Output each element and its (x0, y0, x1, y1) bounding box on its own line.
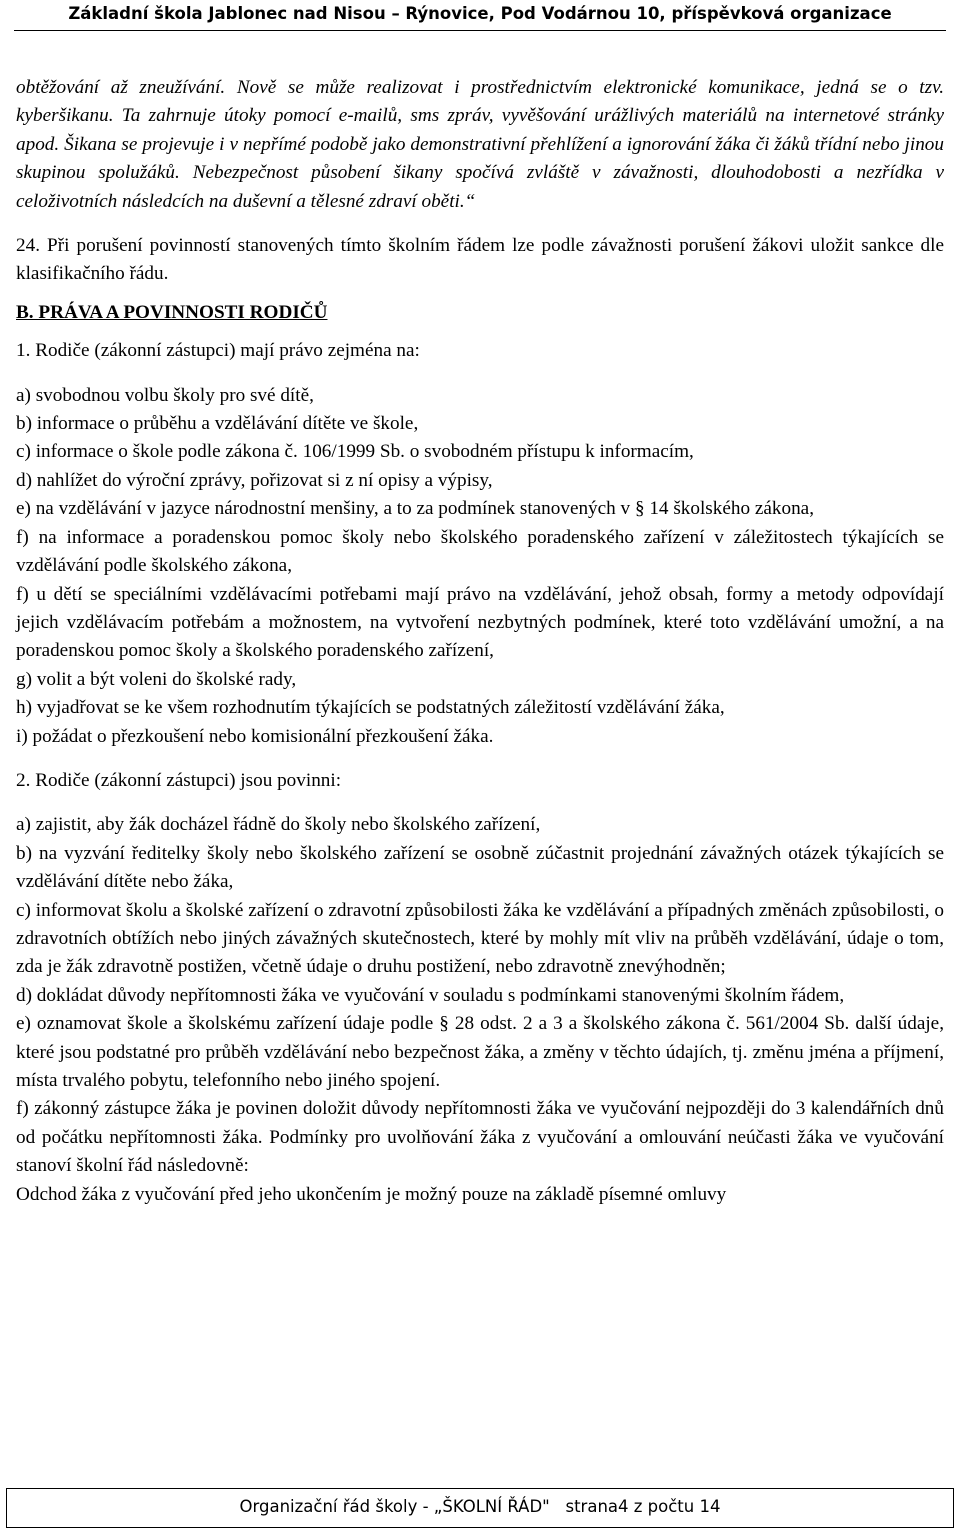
list-item: Odchod žáka z vyučování před jeho ukončením je možný pouze na základě písemné omluvy (16, 1183, 727, 1205)
list-item: b) informace o průběhu a vzdělávání dítěte ve škole, (16, 413, 419, 435)
rights-list (16, 382, 944, 751)
duties-list (16, 811, 944, 1209)
list-item: a) zajistit, aby žák docházel řádně do školy nebo školského zařízení, (16, 814, 541, 836)
list-item: c) informovat školu a školské zařízení o zdravotní způsobilosti žáka ke vzdělávání a případných změnách způsobilosti, o zdravotních obtížích nebo jiných závažných skutečnostech, které by mohly mít vliv na průběh vzdělávání, údaje o tom, zda je žák zdravotně postižen, včetně údaje o druhu postižení, nebo zdravotně znevýhodněn; (16, 899, 944, 978)
list-item: d) dokládat důvody nepřítomnosti žáka ve vyučování v souladu s podmínkami stanovenými školním řádem, (16, 984, 845, 1006)
page-footer: Organizační řád školy - „ŠKOLNÍ ŘÁD" strana4 z počtu 14 (6, 1488, 954, 1528)
section-heading: B. PRÁVA A POVINNOSTI RODIČŮ (16, 301, 328, 323)
list-item: d) nahlížet do výroční zprávy, pořizovat si z ní opisy a výpisy, (16, 469, 493, 491)
point-24: 24. Při porušení povinností stanovených tímto školním řádem lze podle závažnosti porušení žákovi uložit sankce dle klasifikačního řádu. (16, 235, 944, 285)
list-item: h) vyjadřovat se ke všem rozhodnutím týkajících se podstatných záležitostí vzdělávání žáka, (16, 697, 725, 719)
list-item: g) volit a být voleni do školské rady, (16, 668, 297, 690)
list-item: c) informace o škole podle zákona č. 106/1999 Sb. o svobodném přístupu k informacím, (16, 441, 694, 463)
list-item: i) požádat o přezkoušení nebo komisionální přezkoušení žáka. (16, 725, 494, 747)
list-item: e) na vzdělávání v jazyce národnostní menšiny, a to za podmínek stanovených v § 14 školského zákona, (16, 498, 814, 520)
list-item: b) na vyzvání ředitelky školy nebo školského zařízení se osobně zúčastnit projednání závažných otázek týkajících se vzdělávání dítěte nebo žáka, (16, 842, 944, 893)
list-item: f) na informace a poradenskou pomoc školy nebo školského poradenského zařízení v záležitostech týkajících se vzdělávání podle školského zákona, (16, 526, 944, 577)
header-divider (14, 30, 946, 31)
intro-paragraph: obtěžování až zneužívání. Nově se může realizovat i prostřednictvím elektronické komunikace, jedná se o tzv. kyberšikanu. Ta zahrnuje útoky pomocí e-mailů, sms zpráv, vyvěšování urážlivých materiálů na internetové stránky apod. Šikana se projevuje i v nepřímé podobě jako demonstrativní přehlížení a ignorování žáka či žáků třídní nebo jinou skupinou spolužáků. Nebezpečnost působení šikany spočívá zvláště v závažnosti, dlouhodobosti a nezřídka v celoživotních následcích na duševní a tělesné zdraví oběti.“ (16, 77, 944, 212)
list-item: f) zákonný zástupce žáka je povinen doložit důvody nepřítomnosti žáka ve vyučování nejpozději do 3 kalendářních dnů od počátku nepřítomnosti žáka. Podmínky pro uvolňování žáka z vyučování a omlouvání neúčasti žáka ve vyučování stanoví školní řád následovně: (16, 1098, 944, 1177)
page-content (16, 74, 944, 1209)
list-item: e) oznamovat škole a školskému zařízení údaje podle § 28 odst. 2 a 3 a školského zákona č. 561/2004 Sb. další údaje, které jsou podstatné pro průběh vzdělávání nebo bezpečnost žáka, a změny v těchto údajích, tj. změnu jména a příjmení, místa trvalého pobytu, telefonního nebo jiného spojení. (16, 1013, 944, 1091)
rights-intro: 1. Rodiče (zákonní zástupci) mají právo zejména na: (16, 340, 420, 362)
duties-intro: 2. Rodiče (zákonní zástupci) jsou povinni: (16, 769, 342, 791)
document-header: Základní škola Jablonec nad Nisou – Rýnovice, Pod Vodárnou 10, příspěvková organizace (68, 4, 892, 23)
list-item: a) svobodnou volbu školy pro své dítě, (16, 384, 314, 406)
list-item: f) u dětí se speciálními vzdělávacími potřebami mají právo na vzdělávání, jehož obsah, formy a metody odpovídají jejich vzdělávacím potřebám a možnostem, na vytvoření nezbytných podmínek, které toto vzdělávání umožní, a na poradenskou pomoc školy a školského poradenského zařízení, (16, 583, 944, 662)
